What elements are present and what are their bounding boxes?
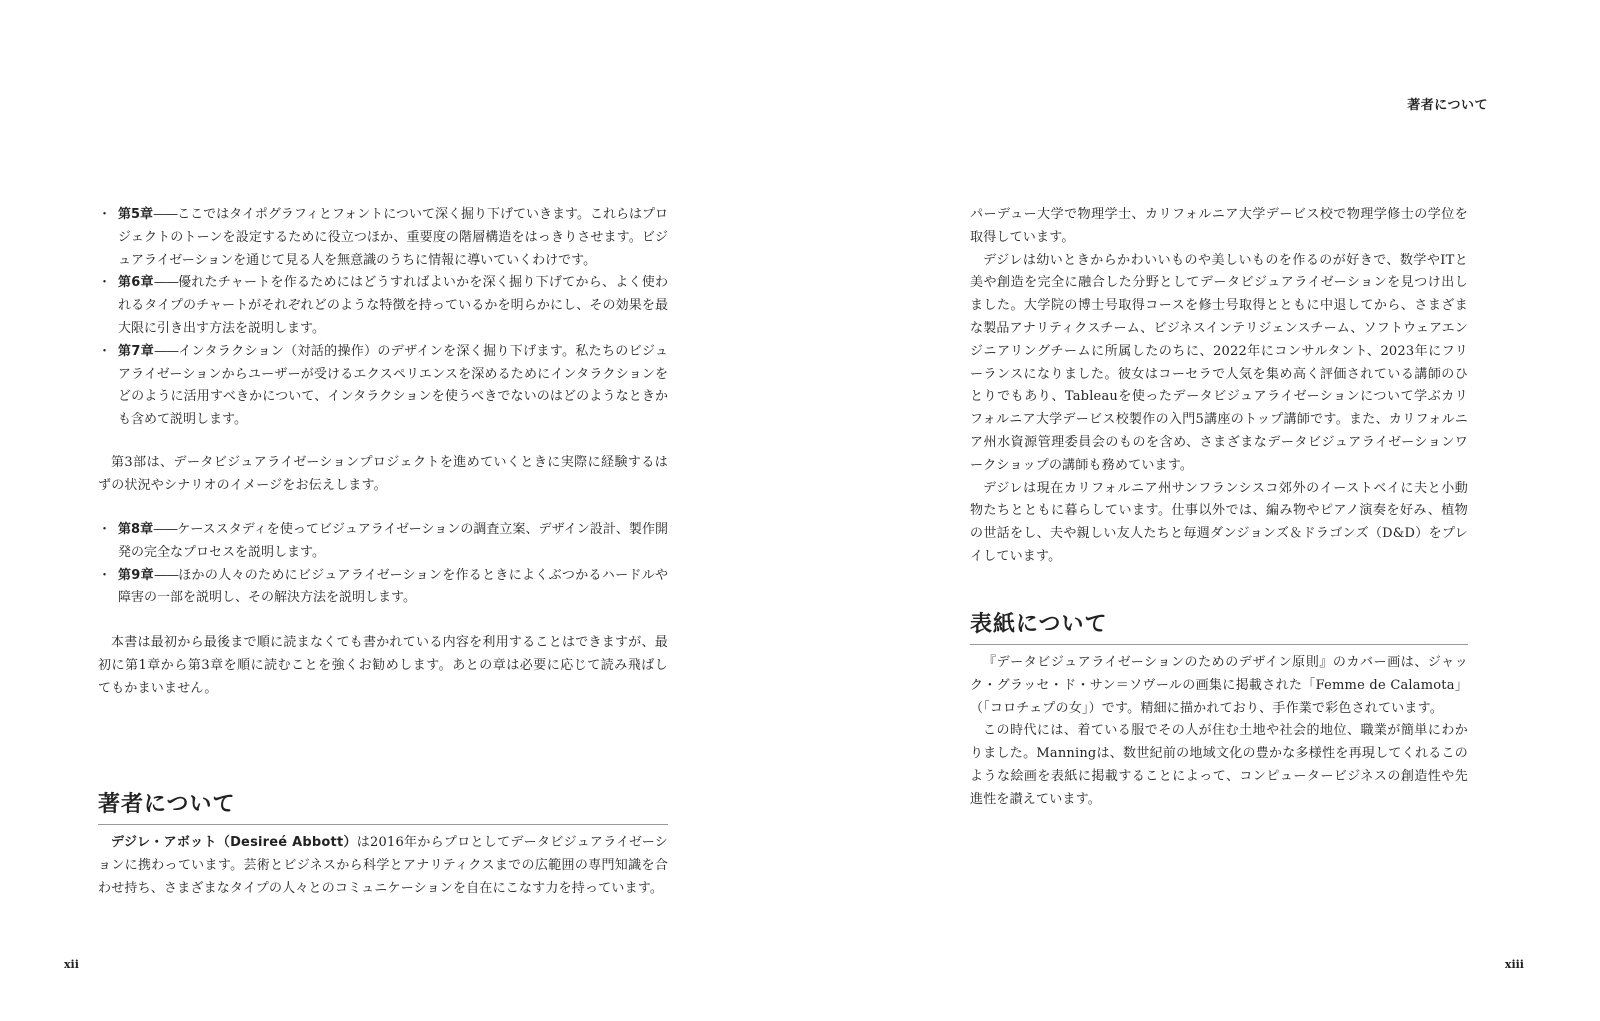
cover-description: 『データビジュアライゼーションのためのデザイン原則』のカバー画は、ジャック・グラッセ・ド・サン＝ソヴールの画集に掲載された「Femme de Calamota」（「コロチェプの女」）です。精細に描かれており、手作業で彩色されています。	[970, 655, 1468, 716]
chapter-bullets-part2	[98, 204, 668, 432]
author-bio-continued: パーデュー大学で物理学士、カリフォルニア大学デービス校で物理学修士の学位を取得しています。	[970, 207, 1468, 245]
em-dash: ——	[154, 343, 179, 359]
chapter-label: 第7章	[118, 343, 155, 359]
cover-history: この時代には、着ている服でその人が住む土地や社会的地位、職業が簡単にわかりました。Manningは、数世紀前の地域文化の豊かな多様性を再現してくれるこのような絵画を表紙に掲載することによって、コンピュータービジネスの創造性や先進性を讃えています。	[970, 723, 1468, 807]
chapter-list-a	[98, 204, 668, 432]
em-dash: ——	[153, 207, 178, 222]
page-number: xii	[64, 958, 79, 971]
cover-heading: 表紙について	[970, 610, 1468, 645]
chapter-label: 第5章	[118, 207, 154, 222]
chapter-item	[98, 519, 668, 565]
page-number: xiii	[1504, 958, 1524, 971]
bullet-icon: ・	[98, 522, 112, 537]
em-dash: ——	[153, 522, 178, 537]
chapter-description: 優れたチャートを作るためにはどうすればよいかを深く掘り下げてから、よく使われるタイプのチャートがそれぞれどのような特徴を持っているかを明らかにし、その効果を最大限に引き出す方法を説明します。	[118, 275, 668, 336]
chapter-item	[98, 565, 668, 611]
bullet-icon: ・	[98, 343, 112, 359]
em-dash: ——	[153, 567, 178, 583]
chapter-item	[98, 341, 668, 432]
bullet-icon: ・	[98, 207, 112, 222]
chapter-label: 第9章	[118, 567, 154, 583]
chapter-label: 第6章	[118, 275, 154, 291]
author-intro	[98, 832, 668, 900]
em-dash: ——	[153, 275, 178, 291]
author-heading: 著者について	[98, 790, 668, 825]
chapter-description: ここではタイポグラフィとフォントについて深く掘り下げていきます。これらはプロジェクトのトーンを設定するために役立つほか、重要度の階層構造をはっきりさせます。ビジュアライゼーションを通じて見る人を無意識のうちに情報に導いていくわけです。	[118, 207, 668, 268]
bullet-icon: ・	[98, 567, 112, 583]
author-intro-text: は2016年からプロとしてデータビジュアライゼーションに携わっています。芸術とビジネスから科学とアナリティクスまでの広範囲の専門知識を合わせ持ち、さまざまなタイプの人々とのコミュニケーションを自在にこなす力を持っています。	[98, 835, 669, 896]
part3-intro: 第3部は、データビジュアライゼーションプロジェクトを進めていくときに実際に経験するはずの状況やシナリオのイメージをお伝えします。	[98, 455, 668, 493]
chapter-description: ほかの人々のためにビジュアライゼーションを作るときによくぶつかるハードルや障害の一部を説明し、その解決方法を説明します。	[118, 567, 669, 606]
bullet-icon: ・	[98, 275, 112, 291]
chapter-bullets-part3	[98, 519, 668, 610]
right-page	[800, 0, 1600, 1021]
chapter-item	[98, 272, 668, 340]
chapter-description: ケーススタディを使ってビジュアライゼーションの調査立案、デザイン設計、製作開発の完全なプロセスを説明します。	[118, 522, 668, 560]
chapter-description: インタラクション（対話的操作）のデザインを深く掘り下げます。私たちのビジュアライゼーションからユーザーが受けるエクスペリエンスを深めるためにインタラクションをどのように活用すべきかについて、インタラクションを使うべきでないのはどのようなときかも含めて説明します。	[118, 343, 669, 428]
author-name: デジレ・アボット（Desireé Abbott）	[111, 835, 357, 850]
running-head: 著者について	[1407, 98, 1488, 113]
author-bio-personal: デジレは現在カリフォルニア州サンフランシスコ郊外のイーストベイに夫と小動物たちとともに暮らしています。仕事以外では、編み物やピアノ演奏を好み、植物の世話をし、夫や親しい友人たちと毎週ダンジョンズ＆ドラゴンズ（D&D）をプレイしています。	[970, 480, 1468, 564]
chapter-label: 第8章	[118, 522, 154, 537]
author-bio-career: デジレは幼いときからかわいいものや美しいものを作るのが好きで、数学やITと美や創造を完全に融合した分野としてデータビジュアライゼーションを見つけ出しました。大学院の博士号取得コースを修士号取得とともに中退してから、さまざまな製品アナリティクスチーム、ビジネスインテリジェンスチーム、ソフトウェアエンジニアリングチームに所属したのちに、2022年にコンサルタント、2023年にフリーランスになりました。彼女はコーセラで人気を集め高く評価されている講師のひとりでもあり、Tableauを使ったデータビジュアライゼーションについて学ぶカリフォルニア大学デービス校製作の入門5講座のトップ講師です。また、カリフォルニア州水資源管理委員会のものを含め、さまざまなデータビジュアライゼーションワークショップの講師も務めています。	[970, 252, 1468, 473]
reading-advice: 本書は最初から最後まで順に読まなくても書かれている内容を利用することはできますが、最初に第1章から第3章を順に読むことを強くお勧めします。あとの章は必要に応じて読み飛ばしてもかまいません。	[98, 635, 668, 696]
chapter-item	[98, 204, 668, 272]
